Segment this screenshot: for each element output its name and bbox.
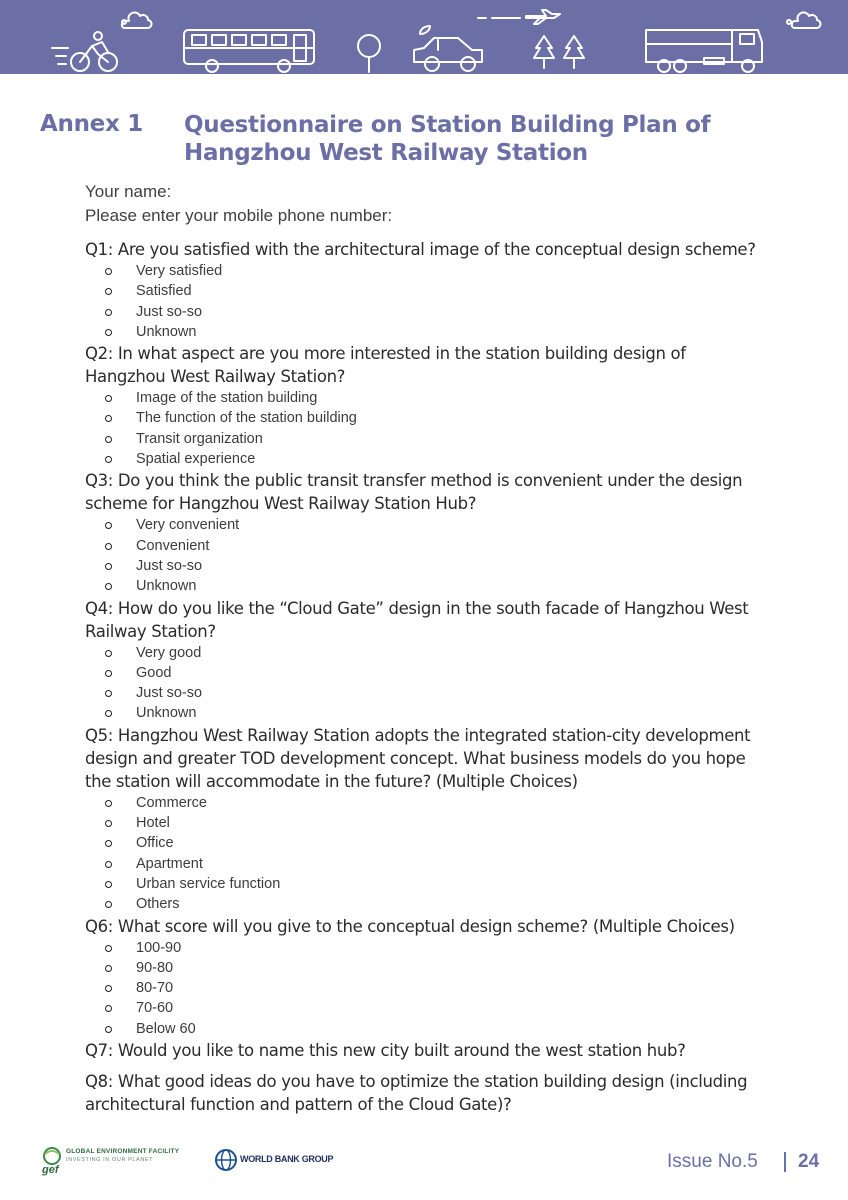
- radio-circle-icon[interactable]: [105, 288, 112, 295]
- tree-icon: [358, 35, 380, 72]
- radio-circle-icon[interactable]: [105, 268, 112, 275]
- option-item[interactable]: [85, 322, 785, 342]
- option-label: Unknown: [136, 323, 197, 340]
- option-item[interactable]: [85, 281, 785, 301]
- option-item[interactable]: [85, 388, 785, 408]
- option-label: Apartment: [136, 855, 203, 872]
- option-item[interactable]: [85, 663, 785, 683]
- pine-trees-icon: [534, 36, 584, 68]
- option-item[interactable]: [85, 813, 785, 833]
- question-2: [85, 342, 785, 469]
- option-label: Spatial experience: [136, 451, 256, 468]
- option-item[interactable]: [85, 998, 785, 1018]
- radio-circle-icon[interactable]: [105, 710, 112, 717]
- header-banner: [0, 0, 848, 74]
- option-label: The function of the station building: [136, 410, 357, 427]
- airplane-icon: [478, 10, 560, 24]
- question-3: [85, 469, 785, 596]
- question-text: Q6: What score will you give to the conceptual design scheme? (Multiple Choices): [85, 916, 735, 936]
- cloud-icon: [122, 12, 152, 28]
- option-list: [85, 793, 785, 915]
- question-text: Q2: In what aspect are you more interested in the station building design of: [85, 344, 686, 364]
- option-label: Below 60: [136, 1020, 196, 1037]
- option-item[interactable]: [85, 854, 785, 874]
- radio-circle-icon[interactable]: [105, 840, 112, 847]
- option-list: [85, 515, 785, 596]
- gef-tagline: INVESTING IN OUR PLANET: [66, 1157, 154, 1163]
- option-label: Just so-so: [136, 557, 203, 574]
- option-item[interactable]: [85, 703, 785, 723]
- radio-circle-icon[interactable]: [105, 650, 112, 657]
- option-item[interactable]: [85, 261, 785, 281]
- radio-circle-icon[interactable]: [105, 985, 112, 992]
- radio-circle-icon[interactable]: [105, 583, 112, 590]
- question-text: Q7: Would you like to name this new city built around the west station hub?: [85, 1041, 686, 1061]
- question-text: architectural function and pattern of the Cloud Gate)?: [85, 1095, 512, 1115]
- option-label: Very convenient: [136, 517, 240, 534]
- radio-circle-icon[interactable]: [105, 395, 112, 402]
- radio-circle-icon[interactable]: [105, 1005, 112, 1012]
- option-item[interactable]: [85, 302, 785, 322]
- phone-field-label: Please enter your mobile phone number:: [85, 206, 393, 225]
- question-text: Q8: What good ideas do you have to optimize the station building design (including: [85, 1072, 748, 1092]
- radio-circle-icon[interactable]: [105, 690, 112, 697]
- option-label: 90-80: [136, 959, 174, 976]
- page-title: [184, 111, 804, 167]
- option-label: Image of the station building: [136, 390, 318, 407]
- option-list: [85, 938, 785, 1039]
- option-item[interactable]: [85, 429, 785, 449]
- option-label: Convenient: [136, 537, 210, 554]
- option-label: Just so-so: [136, 685, 203, 702]
- question-5: [85, 724, 785, 915]
- radio-circle-icon[interactable]: [105, 436, 112, 443]
- question-7: [85, 1039, 785, 1070]
- title-line: Questionnaire on Station Building Plan of: [184, 112, 711, 138]
- option-label: Very satisfied: [136, 263, 223, 279]
- question-text: Q3: Do you think the public transit transfer method is convenient under the design: [85, 471, 743, 491]
- radio-circle-icon[interactable]: [105, 945, 112, 952]
- question-6: [85, 915, 785, 1039]
- gef-name: GLOBAL ENVIRONMENT FACILITY: [66, 1148, 180, 1155]
- world-bank-globe-icon: [214, 1148, 238, 1172]
- option-label: Office: [136, 835, 174, 852]
- option-label: Unknown: [136, 705, 197, 722]
- radio-circle-icon[interactable]: [105, 965, 112, 972]
- question-text: the station will accommodate in the future? (Multiple Choices): [85, 771, 578, 791]
- radio-circle-icon[interactable]: [105, 329, 112, 336]
- spacer: [85, 1062, 785, 1070]
- question-text: Q1: Are you satisfied with the architectural image of the conceptual design scheme?: [85, 240, 756, 259]
- option-item[interactable]: [85, 833, 785, 853]
- radio-circle-icon[interactable]: [105, 820, 112, 827]
- cloud-icon: [787, 12, 821, 28]
- question-1: [85, 238, 785, 342]
- gef-text: [66, 1148, 179, 1164]
- option-label: 70-60: [136, 1000, 174, 1017]
- option-label: 100-90: [136, 939, 182, 956]
- truck-icon: [646, 30, 762, 72]
- option-item[interactable]: [85, 449, 785, 469]
- radio-circle-icon[interactable]: [105, 543, 112, 550]
- radio-circle-icon[interactable]: [105, 800, 112, 807]
- option-label: Transit organization: [136, 430, 263, 447]
- option-label: Commerce: [136, 794, 207, 811]
- radio-circle-icon[interactable]: [105, 522, 112, 529]
- questionnaire: [85, 238, 785, 1116]
- option-item[interactable]: [85, 874, 785, 894]
- question-text: Hangzhou West Railway Station?: [85, 367, 346, 387]
- radio-circle-icon[interactable]: [105, 881, 112, 888]
- name-field-label: Your name:: [85, 182, 172, 201]
- option-item[interactable]: [85, 556, 785, 576]
- world-bank-name: WORLD BANK GROUP: [240, 1154, 334, 1164]
- car-icon: [414, 26, 482, 71]
- option-label: Urban service function: [136, 875, 281, 892]
- gef-mark: gef: [42, 1164, 59, 1176]
- question-4: [85, 597, 785, 724]
- radio-circle-icon[interactable]: [105, 670, 112, 677]
- option-item[interactable]: [85, 515, 785, 535]
- option-label: Good: [136, 664, 172, 681]
- option-label: Satisfied: [136, 283, 192, 300]
- option-item[interactable]: [85, 576, 785, 596]
- footer-divider: [784, 1152, 786, 1172]
- question-text: scheme for Hangzhou West Railway Station Hub?: [85, 494, 477, 514]
- option-label: Unknown: [136, 578, 197, 595]
- annex-label: Annex 1: [40, 111, 143, 137]
- option-list: [85, 261, 785, 342]
- radio-circle-icon[interactable]: [105, 901, 112, 908]
- option-item[interactable]: [85, 1019, 785, 1039]
- option-item[interactable]: [85, 958, 785, 978]
- cyclist-icon: [52, 32, 117, 71]
- bus-icon: [184, 30, 314, 72]
- option-item[interactable]: [85, 978, 785, 998]
- option-label: Just so-so: [136, 303, 203, 320]
- option-item[interactable]: [85, 793, 785, 813]
- page-number: 24: [798, 1151, 820, 1172]
- option-label: Hotel: [136, 815, 170, 832]
- title-line: Hangzhou West Railway Station: [184, 140, 588, 166]
- option-list: [85, 388, 785, 469]
- issue-label: Issue No.5: [667, 1151, 758, 1172]
- option-item[interactable]: [85, 408, 785, 428]
- option-label: Others: [136, 896, 180, 913]
- question-text: design and greater TOD development concept. What business models do you hope: [85, 748, 746, 768]
- radio-circle-icon[interactable]: [105, 861, 112, 868]
- respondent-fields: [85, 180, 392, 228]
- radio-circle-icon[interactable]: [105, 456, 112, 463]
- radio-circle-icon[interactable]: [105, 415, 112, 422]
- radio-circle-icon[interactable]: [105, 309, 112, 316]
- option-label: 80-70: [136, 980, 174, 997]
- option-item[interactable]: [85, 683, 785, 703]
- option-item[interactable]: [85, 536, 785, 556]
- radio-circle-icon[interactable]: [105, 563, 112, 570]
- question-text: Railway Station?: [85, 621, 216, 641]
- option-list: [85, 643, 785, 724]
- question-text: Q5: Hangzhou West Railway Station adopts the integrated station-city development: [85, 725, 751, 745]
- question-text: Q4: How do you like the “Cloud Gate” design in the south facade of Hangzhou West: [85, 598, 749, 618]
- option-label: Very good: [136, 644, 202, 661]
- option-item[interactable]: [85, 938, 785, 958]
- option-item[interactable]: [85, 643, 785, 663]
- radio-circle-icon[interactable]: [105, 1026, 112, 1033]
- option-item[interactable]: [85, 894, 785, 914]
- question-8: [85, 1070, 785, 1116]
